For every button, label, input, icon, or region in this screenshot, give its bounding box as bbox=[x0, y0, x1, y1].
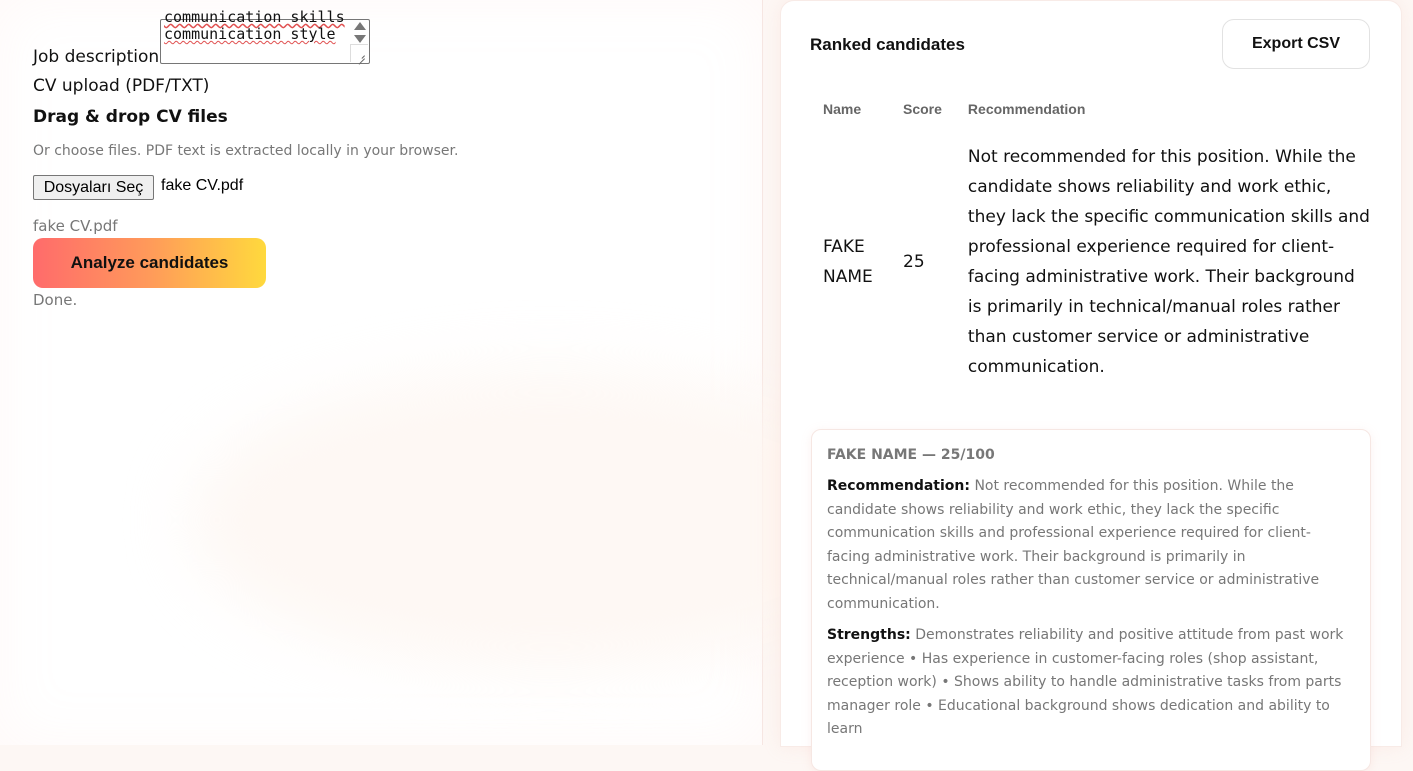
job-description-label: Job description bbox=[33, 47, 160, 67]
cv-upload-label: CV upload (PDF/TXT) bbox=[33, 76, 210, 96]
candidate-detail-title: FAKE NAME — 25/100 bbox=[827, 447, 995, 463]
candidate-detail-card bbox=[811, 429, 1371, 771]
choose-files-button[interactable]: Dosyaları Seç bbox=[33, 175, 154, 200]
detail-recommendation-label: Recommendation: bbox=[827, 478, 970, 494]
detail-strengths bbox=[827, 624, 1352, 742]
column-header-recommendation[interactable]: Recommendation bbox=[967, 101, 1086, 117]
dropzone-hint: Or choose files. PDF text is extracted locally in your browser. bbox=[33, 143, 459, 159]
dropzone-title[interactable]: Drag & drop CV files bbox=[33, 107, 228, 127]
analyze-candidates-button[interactable]: Analyze candidates bbox=[33, 238, 266, 288]
column-header-score[interactable]: Score bbox=[903, 101, 942, 117]
job-description-text: communication style bbox=[164, 25, 336, 43]
detail-strengths-label: Strengths: bbox=[827, 627, 911, 643]
detail-recommendation-text: Not recommended for this position. While the candidate shows reliability and work ethic, they lack the specific communication skills and professional experience required for client-facing administrative work. Their background is primarily in technical/manual roles rather than customer service or administrative communication. bbox=[827, 478, 1320, 612]
candidate-score-cell: 25 bbox=[903, 252, 925, 272]
status-text: Done. bbox=[33, 291, 78, 309]
column-header-name[interactable]: Name bbox=[823, 101, 862, 117]
detail-recommendation bbox=[827, 475, 1352, 616]
export-csv-button[interactable]: Export CSV bbox=[1222, 19, 1370, 69]
file-list-item: fake CV.pdf bbox=[33, 217, 118, 235]
table-header-row bbox=[810, 89, 1370, 129]
scroll-up-arrow-icon[interactable] bbox=[354, 22, 366, 30]
ranked-candidates-table bbox=[810, 89, 1370, 395]
candidate-name-cell: FAKE NAME bbox=[823, 237, 873, 287]
resize-grip-icon[interactable] bbox=[350, 44, 368, 62]
scroll-down-arrow-icon[interactable] bbox=[354, 35, 366, 43]
job-description-textarea[interactable] bbox=[160, 8, 370, 64]
selected-file-name: fake CV.pdf bbox=[161, 177, 244, 194]
ranked-candidates-title: Ranked candidates bbox=[810, 35, 965, 54]
job-description-previous-line: communication skills bbox=[164, 8, 345, 26]
candidate-recommendation-cell: Not recommended for this position. While the candidate shows reliability and work ethic, they lack the specific communication skills and professional experience required for client-facing administrative work. Their background is primarily in technical/manual roles rather than customer service or administrative communication. bbox=[967, 147, 1370, 377]
detail-strengths-text: Demonstrates reliability and positive attitude from past work experience • Has experience in customer-facing roles (shop assistant, reception work) • Shows ability to handle administrative tasks from parts manager role • Educational background shows dedication and ability to learn bbox=[827, 627, 1344, 737]
table-row[interactable] bbox=[810, 129, 1370, 395]
results-panel bbox=[780, 0, 1402, 747]
